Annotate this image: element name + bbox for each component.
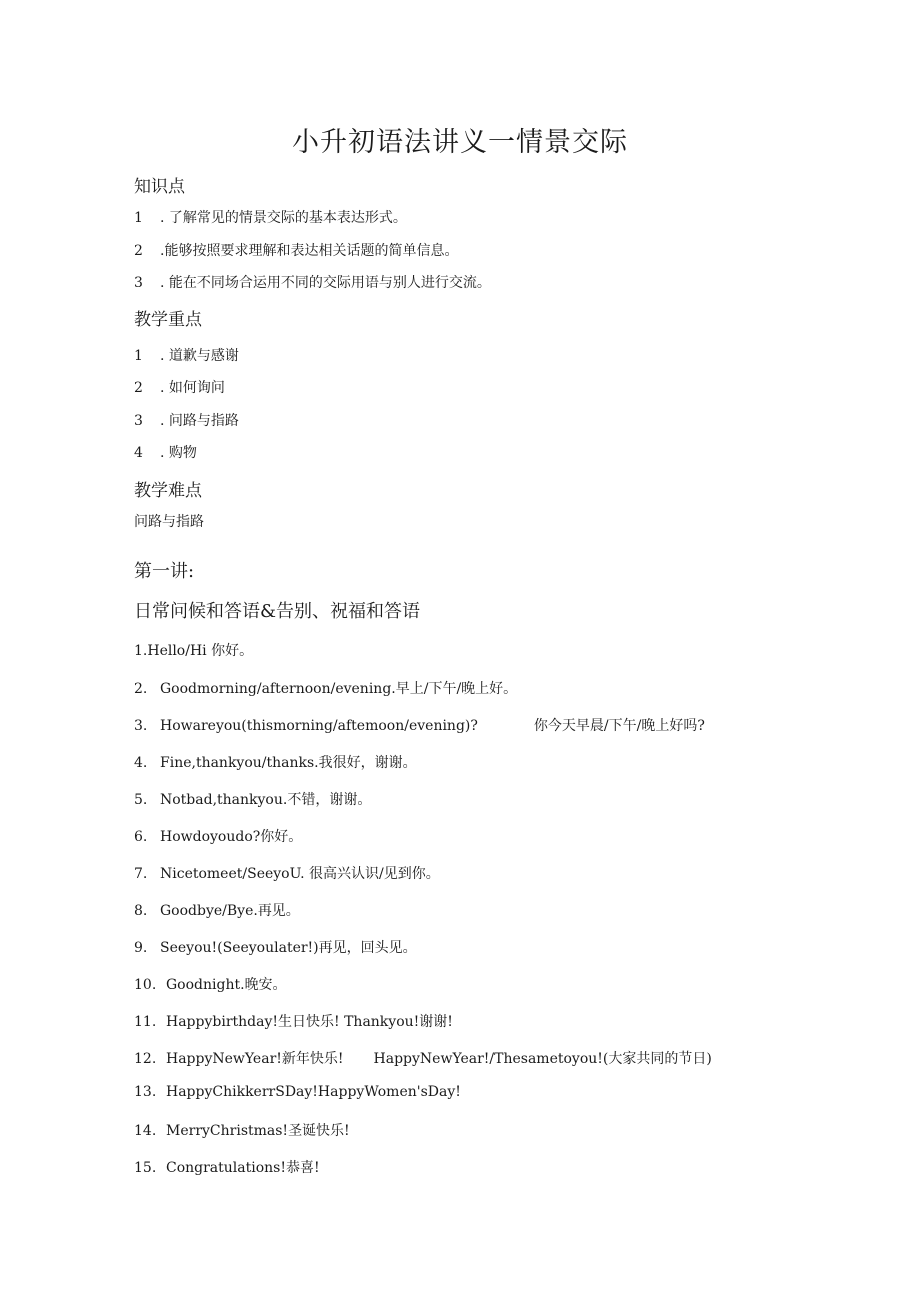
item-text: . 如何询问	[160, 380, 225, 396]
phrase-item	[134, 752, 417, 772]
phrase-english: MerryChristmas!	[166, 1123, 289, 1139]
phrase-number: 14.	[134, 1123, 157, 1139]
phrase-item	[134, 900, 300, 920]
phrase-item	[134, 826, 302, 846]
item-number: 3	[134, 413, 143, 429]
phrase-number: 11.	[134, 1014, 157, 1030]
phrase-item	[134, 789, 371, 809]
phrase-number: 7.	[134, 866, 148, 882]
phrase-number: 12.	[134, 1051, 157, 1067]
item-number: 3	[134, 275, 143, 291]
phrase-chinese: 很高兴认识/见到你。	[304, 866, 440, 882]
phrase-number: 3.	[134, 718, 148, 734]
phrase-number: 10.	[134, 977, 157, 993]
phrase-english-reply: HappyNewYear!/Thesametoyou!	[373, 1051, 603, 1067]
phrase-chinese: 再见，回头见。	[318, 940, 417, 956]
phrase-number: 5.	[134, 792, 148, 808]
focus-item	[134, 377, 225, 397]
phrase-item	[134, 1011, 453, 1031]
phrase-english: Goodbye/Bye.	[160, 903, 258, 919]
item-number: 2	[134, 243, 143, 259]
phrase-english: HappyChikkerrSDay!HappyWomen'sDay!	[166, 1084, 461, 1100]
phrase-chinese: 你今天早晨/下午/晚上好吗?	[533, 718, 705, 734]
focus-heading: 教学重点	[134, 310, 202, 330]
phrase-item	[134, 937, 417, 957]
phrase-number: 15.	[134, 1160, 157, 1176]
phrase-chinese: 不错，谢谢。	[287, 792, 372, 808]
item-text: . 道歉与感谢	[160, 348, 239, 364]
phrase-item	[134, 1157, 320, 1177]
knowledge-item	[134, 272, 491, 292]
item-text: . 能在不同场合运用不同的交际用语与别人进行交流。	[160, 275, 491, 291]
phrase-english: Notbad,thankyou.	[160, 792, 288, 808]
phrase-item: 1.Hello/Hi 你好。	[134, 643, 254, 659]
phrase-english: Goodmorning/afternoon/evening.	[160, 681, 396, 697]
item-number: 2	[134, 380, 143, 396]
phrase-english: Fine,thankyou/thanks.	[160, 755, 319, 771]
item-number: 4	[134, 445, 143, 461]
phrase-english: Congratulations!	[166, 1160, 286, 1176]
item-text: . 购物	[160, 445, 197, 461]
phrase-item	[134, 863, 440, 883]
item-text: . 问路与指路	[160, 413, 239, 429]
item-number: 1	[134, 348, 143, 364]
phrase-number: 4.	[134, 755, 148, 771]
phrase-number: 8.	[134, 903, 148, 919]
focus-item	[134, 410, 239, 430]
phrase-item	[134, 974, 287, 994]
phrase-english: Howareyou(thismorning/aftemoon/evening)?	[160, 718, 478, 734]
focus-item	[134, 442, 197, 462]
phrase-chinese: 再见。	[257, 903, 300, 919]
phrase-chinese: 早上/下午/晚上好。	[395, 681, 518, 697]
item-text: . 了解常见的情景交际的基本表达形式。	[160, 210, 407, 226]
phrase-chinese: 我很好，谢谢。	[318, 755, 417, 771]
phrase-number: 9.	[134, 940, 148, 956]
phrase-english: Happybirthday!	[166, 1014, 279, 1030]
phrase-number: 6.	[134, 829, 148, 845]
phrase-chinese: 新年快乐!	[281, 1051, 344, 1067]
focus-item	[134, 345, 239, 365]
lecture-topic: 日常问候和答语&告别、祝福和答语	[134, 601, 421, 622]
phrase-english: Goodnight.	[166, 977, 245, 993]
phrase-item	[134, 1084, 461, 1100]
document-title: 小升初语法讲义一情景交际	[292, 127, 628, 158]
phrase-chinese: 圣诞快乐!	[288, 1123, 350, 1139]
phrase-item	[134, 1048, 712, 1068]
knowledge-item	[134, 240, 458, 260]
phrase-chinese: 你好。	[260, 829, 303, 845]
phrase-item	[134, 715, 705, 735]
phrase-english: HappyNewYear!	[166, 1051, 282, 1067]
phrase-chinese: 晚安。	[244, 977, 287, 993]
phrase-number: 2.	[134, 681, 148, 697]
item-number: 1	[134, 210, 143, 226]
difficulty-text: 问路与指路	[134, 514, 204, 530]
phrase-english: Howdoyoudo?	[160, 829, 261, 845]
knowledge-heading: 知识点	[134, 177, 185, 197]
knowledge-item	[134, 207, 407, 227]
lecture-title: 第一讲:	[134, 561, 195, 582]
phrase-item	[134, 678, 517, 698]
phrase-chinese-note: (大家共同的节日)	[602, 1051, 712, 1067]
phrase-chinese: 恭喜!	[285, 1160, 320, 1176]
difficulty-heading: 教学难点	[134, 481, 202, 501]
phrase-english: Nicetomeet/SeeyoU.	[160, 866, 305, 882]
item-text: .能够按照要求理解和表达相关话题的简单信息。	[160, 243, 459, 259]
phrase-item	[134, 1120, 350, 1140]
phrase-english: Seeyou!(Seeyoulater!)	[160, 940, 319, 956]
phrase-chinese: 生日快乐! Thankyou!谢谢!	[278, 1014, 453, 1030]
phrase-number: 13.	[134, 1084, 157, 1100]
